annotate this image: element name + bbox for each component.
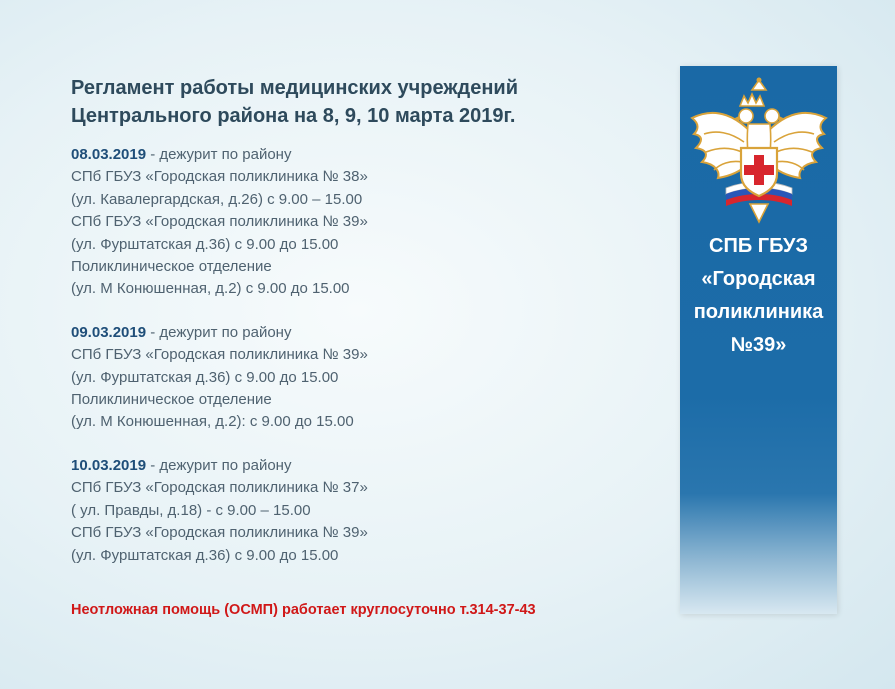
schedule-line: СПб ГБУЗ «Городская поликлиника № 39» xyxy=(71,524,368,542)
schedule-line: ( ул. Правды, д.18) - с 9.00 – 15.00 xyxy=(71,501,311,519)
schedule-day-block xyxy=(71,144,671,301)
schedule-day-header xyxy=(71,144,671,166)
schedule-date: 10.03.2019 xyxy=(71,456,147,474)
schedule-line: СПб ГБУЗ «Городская поликлиника № 38» xyxy=(71,168,368,186)
schedule-line: (ул. М Конюшенная, д.2) с 9.00 до 15.00 xyxy=(71,280,350,298)
schedule-day-header xyxy=(71,455,671,477)
schedule-line: Поликлиническое отделение xyxy=(71,391,272,409)
schedule-day-header xyxy=(71,322,671,344)
clinic-banner xyxy=(680,66,837,614)
page-title-line-1: Регламент работы медицинских учреждений xyxy=(71,77,518,99)
clinic-name-line: поликлиника xyxy=(693,301,824,323)
schedule-date: 08.03.2019 xyxy=(71,146,147,163)
schedule-line: (ул. Кавалергардская, д.26) с 9.00 – 15.00 xyxy=(71,190,363,208)
schedule-document xyxy=(71,74,671,567)
schedule-line: (ул. М Конюшенная, д.2): с 9.00 до 15.00 xyxy=(71,413,354,431)
duty-label: - дежурит по району xyxy=(146,456,292,474)
schedule-line: СПб ГБУЗ «Городская поликлиника № 39» xyxy=(71,346,368,364)
schedule-date: 09.03.2019 xyxy=(71,323,147,341)
schedule-line: СПб ГБУЗ «Городская поликлиника № 39» xyxy=(71,213,368,231)
duty-label: - дежурит по району xyxy=(146,146,292,163)
schedule-day-block xyxy=(71,322,671,434)
schedule-day-block xyxy=(71,455,671,567)
emergency-notice: Неотложная помощь (ОСМП) работает круглосуточно т.314-37-43 xyxy=(71,602,536,618)
schedule-line: Поликлиническое отделение xyxy=(71,258,272,276)
page-title-line-2: Центрального района на 8, 9, 10 марта 2019г. xyxy=(71,105,516,127)
schedule-line: СПб ГБУЗ «Городская поликлиника № 37» xyxy=(71,479,368,497)
duty-label: - дежурит по району xyxy=(146,323,292,341)
clinic-name xyxy=(680,230,837,362)
eagle-emblem-icon xyxy=(686,76,832,226)
clinic-name-line: №39» xyxy=(730,334,787,356)
schedule-line: (ул. Фурштатская д.36) с 9.00 до 15.00 xyxy=(71,235,339,253)
schedule-line: (ул. Фурштатская д.36) с 9.00 до 15.00 xyxy=(71,546,339,564)
clinic-name-line: СПБ ГБУЗ xyxy=(709,235,808,257)
schedule-line: (ул. Фурштатская д.36) с 9.00 до 15.00 xyxy=(71,368,339,386)
clinic-name-line: «Городская xyxy=(701,268,816,290)
